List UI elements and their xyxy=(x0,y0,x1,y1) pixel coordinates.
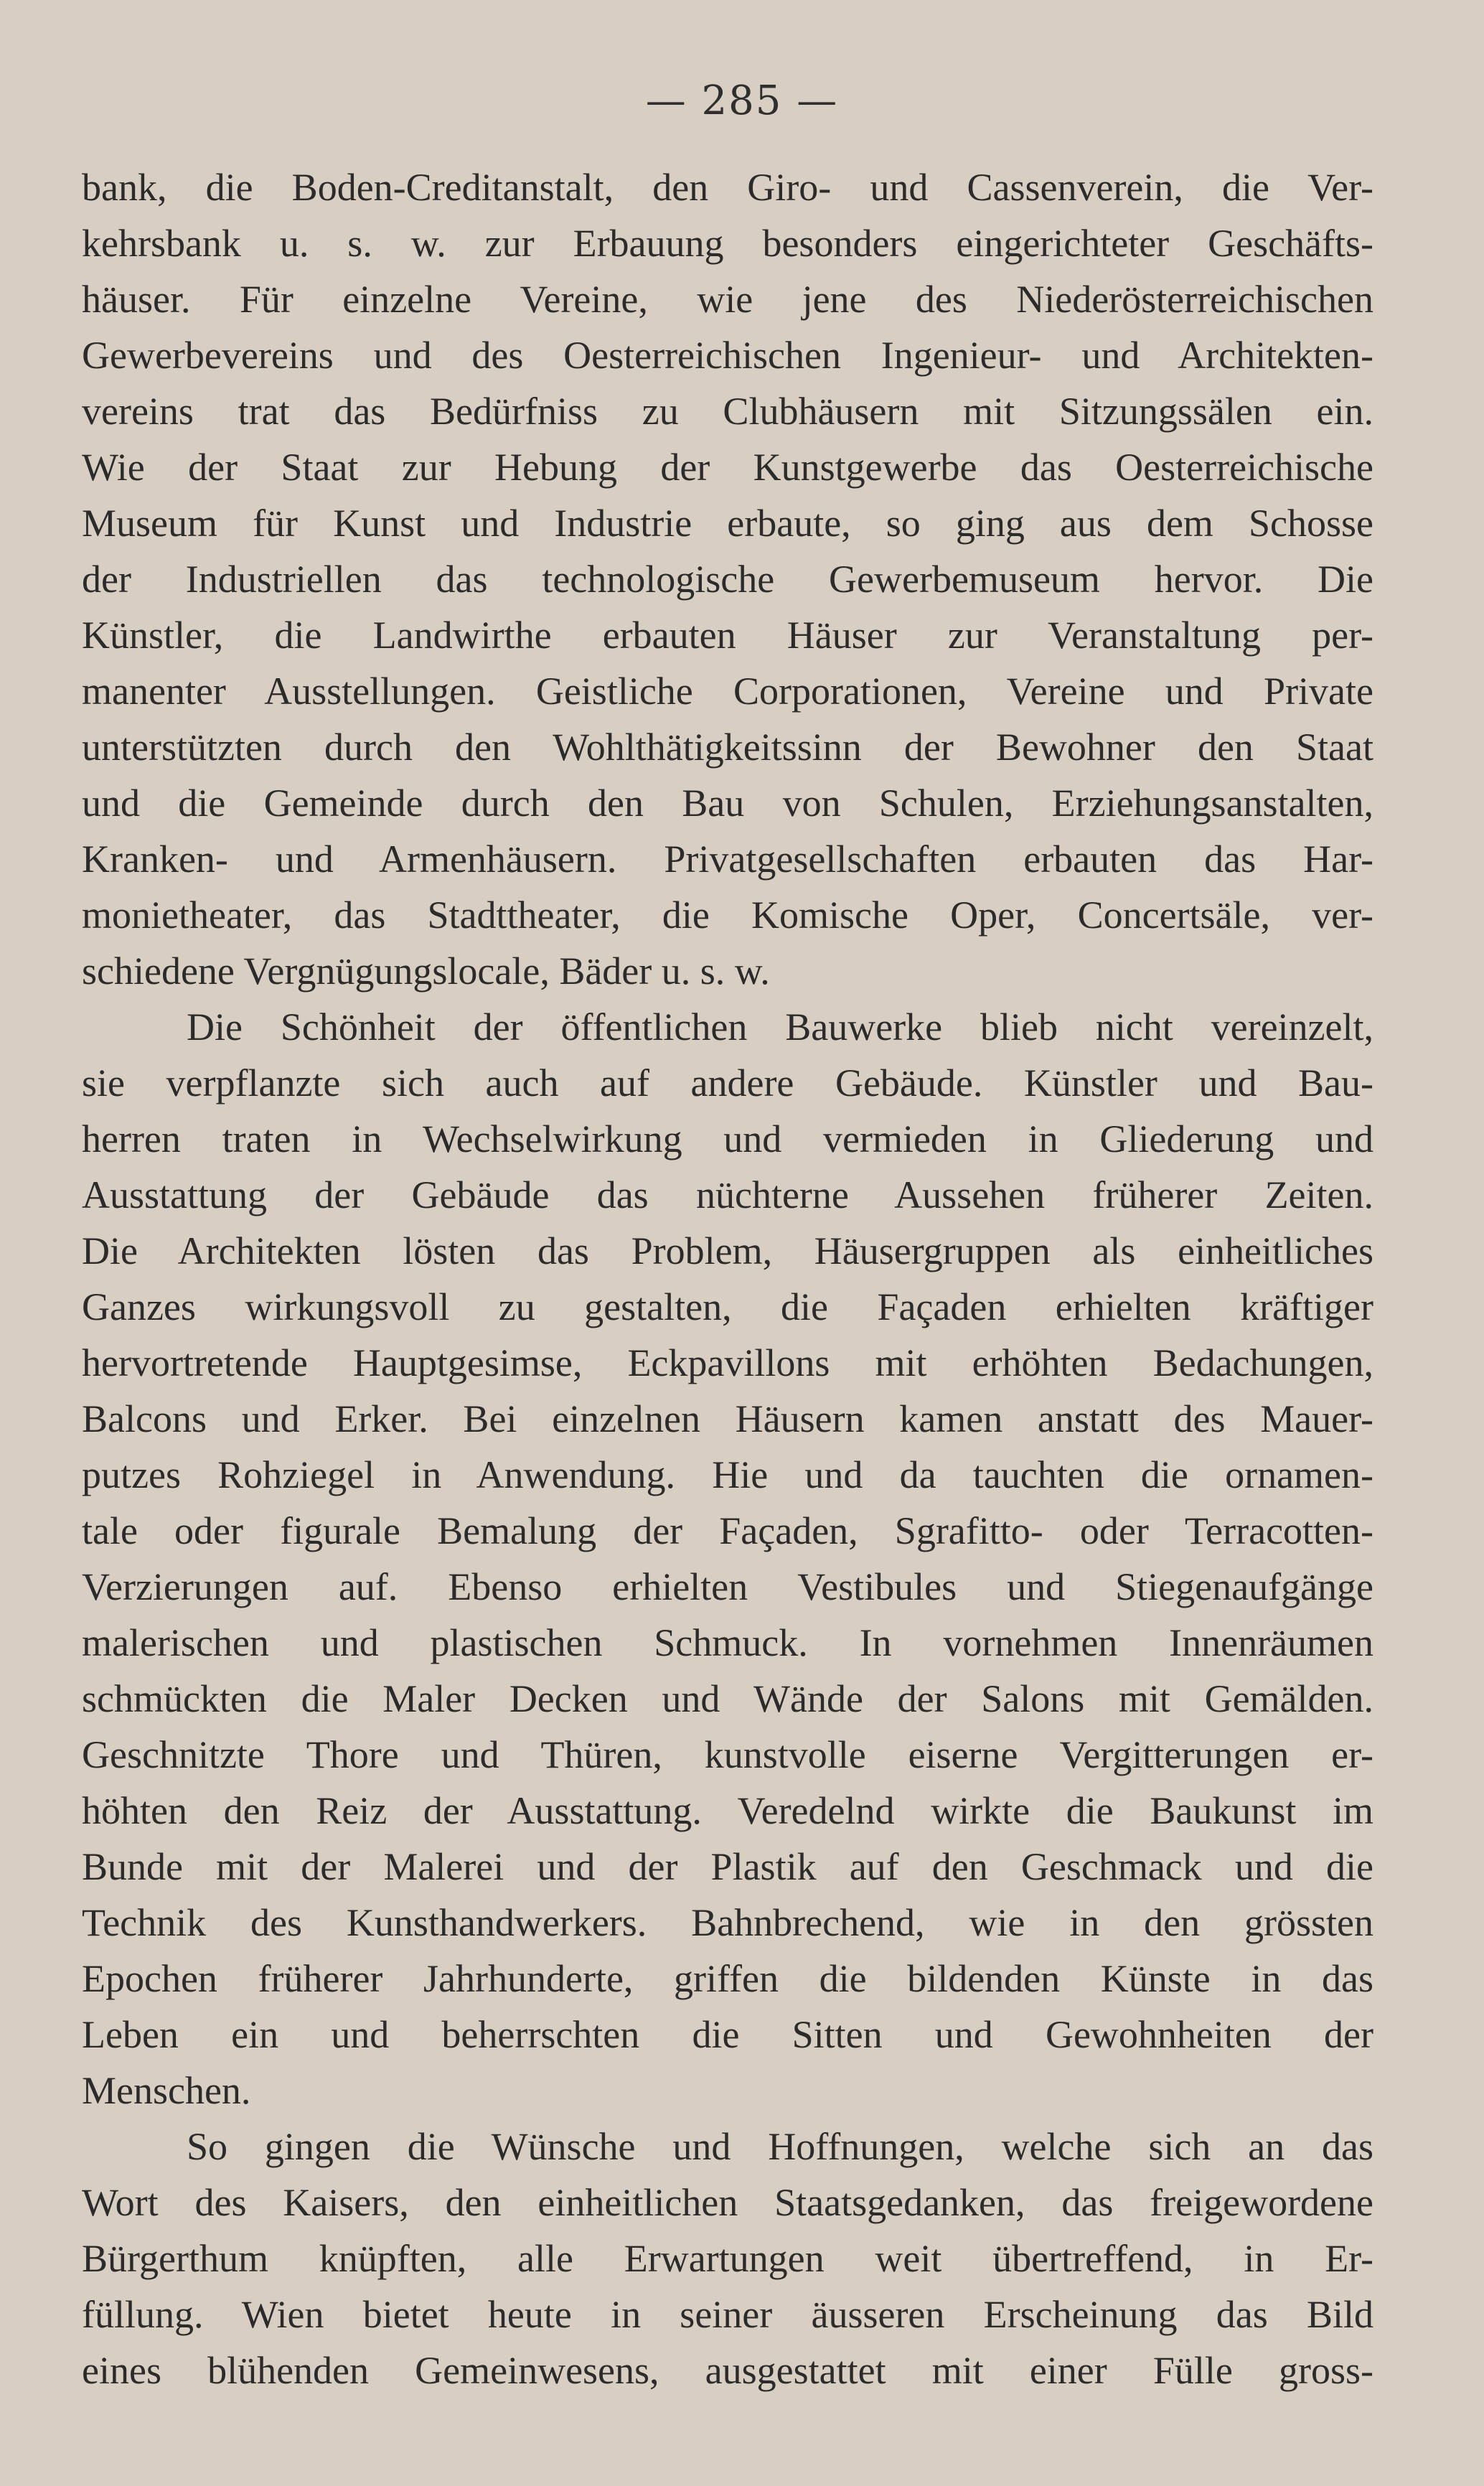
text-line: Menschen. xyxy=(82,2069,251,2112)
text-line: Museum für Kunst und Industrie erbaute, so ging aus dem Schosse xyxy=(82,502,1373,545)
text-line: Leben ein und beherrschten die Sitten und Gewohnheiten der xyxy=(82,2013,1373,2056)
text-line: Künstler, die Landwirthe erbauten Häuser zur Veranstaltung per- xyxy=(82,614,1373,657)
text-line: Gewerbevereins und des Oesterreichischen Ingenieur- und Architekten- xyxy=(82,334,1373,377)
text-line: Verzierungen auf. Ebenso erhielten Vestibules und Stiegenaufgänge xyxy=(82,1565,1373,1608)
text-line: Geschnitzte Thore und Thüren, kunstvolle eiserne Vergitterungen er- xyxy=(82,1733,1373,1776)
text-line: füllung. Wien bietet heute in seiner äusseren Erscheinung das Bild xyxy=(82,2293,1373,2336)
body-text xyxy=(82,159,1373,2398)
text-line: Die Architekten lösten das Problem, Häusergruppen als einheitliches xyxy=(82,1229,1373,1272)
text-line: sie verpflanzte sich auch auf andere Gebäude. Künstler und Bau- xyxy=(82,1061,1373,1104)
text-line: herren traten in Wechselwirkung und vermieden in Gliederung und xyxy=(82,1117,1373,1160)
text-line: der Industriellen das technologische Gewerbemuseum hervor. Die xyxy=(82,558,1373,601)
text-line: schiedene Vergnügungslocale, Bäder u. s. w. xyxy=(82,949,770,993)
text-line: hervortretende Hauptgesimse, Eckpavillons mit erhöhten Bedachungen, xyxy=(82,1341,1373,1384)
text-line: Epochen früherer Jahrhunderte, griffen die bildenden Künste in das xyxy=(82,1957,1373,2000)
text-line: Technik des Kunsthandwerkers. Bahnbrechend, wie in den grössten xyxy=(82,1901,1373,1944)
text-line: malerischen und plastischen Schmuck. In vornehmen Innenräumen xyxy=(82,1621,1373,1664)
text-line: unterstützten durch den Wohlthätigkeitssinn der Bewohner den Staat xyxy=(82,726,1373,769)
paragraph-first-line: So gingen die Wünsche und Hoffnungen, welche sich an das xyxy=(187,2125,1373,2168)
text-line: Balcons und Erker. Bei einzelnen Häusern kamen anstatt des Mauer- xyxy=(82,1397,1373,1440)
text-line: Bunde mit der Malerei und der Plastik auf den Geschmack und die xyxy=(82,1845,1373,1888)
text-line: tale oder figurale Bemalung der Façaden, Sgrafitto- oder Terracotten- xyxy=(82,1509,1373,1552)
text-line: vereins trat das Bedürfniss zu Clubhäusern mit Sitzungssälen ein. xyxy=(82,390,1373,433)
text-line: schmückten die Maler Decken und Wände der Salons mit Gemälden. xyxy=(82,1677,1373,1720)
text-line: und die Gemeinde durch den Bau von Schulen, Erziehungsanstalten, xyxy=(82,782,1373,825)
text-line: Ganzes wirkungsvoll zu gestalten, die Façaden erhielten kräftiger xyxy=(82,1285,1373,1328)
paragraph-first-line: Die Schönheit der öffentlichen Bauwerke blieb nicht vereinzelt, xyxy=(187,1005,1373,1049)
text-line: Wie der Staat zur Hebung der Kunstgewerbe das Oesterreichische xyxy=(82,446,1373,489)
text-line: Wort des Kaisers, den einheitlichen Staatsgedanken, das freigewordene xyxy=(82,2181,1373,2224)
text-line: häuser. Für einzelne Vereine, wie jene des Niederösterreichischen xyxy=(82,278,1373,321)
text-line: putzes Rohziegel in Anwendung. Hie und da tauchten die ornamen- xyxy=(82,1453,1373,1496)
text-line: Ausstattung der Gebäude das nüchterne Aussehen früherer Zeiten. xyxy=(82,1173,1373,1216)
text-line: bank, die Boden-Creditanstalt, den Giro- und Cassenverein, die Ver- xyxy=(82,166,1373,209)
text-line: höhten den Reiz der Ausstattung. Veredelnd wirkte die Baukunst im xyxy=(82,1789,1373,1832)
page-number: — 285 — xyxy=(645,78,839,124)
text-line: monietheater, das Stadttheater, die Komische Oper, Concertsäle, ver- xyxy=(82,893,1373,937)
text-line: Kranken- und Armenhäusern. Privatgesellschaften erbauten das Har- xyxy=(82,838,1373,881)
text-line: Bürgerthum knüpften, alle Erwartungen weit übertreffend, in Er- xyxy=(82,2237,1373,2280)
text-line: kehrsbank u. s. w. zur Erbauung besonders eingerichteter Geschäfts- xyxy=(82,222,1373,265)
text-line: eines blühenden Gemeinwesens, ausgestattet mit einer Fülle gross- xyxy=(82,2349,1373,2392)
text-line: manenter Ausstellungen. Geistliche Corporationen, Vereine und Private xyxy=(82,670,1373,713)
